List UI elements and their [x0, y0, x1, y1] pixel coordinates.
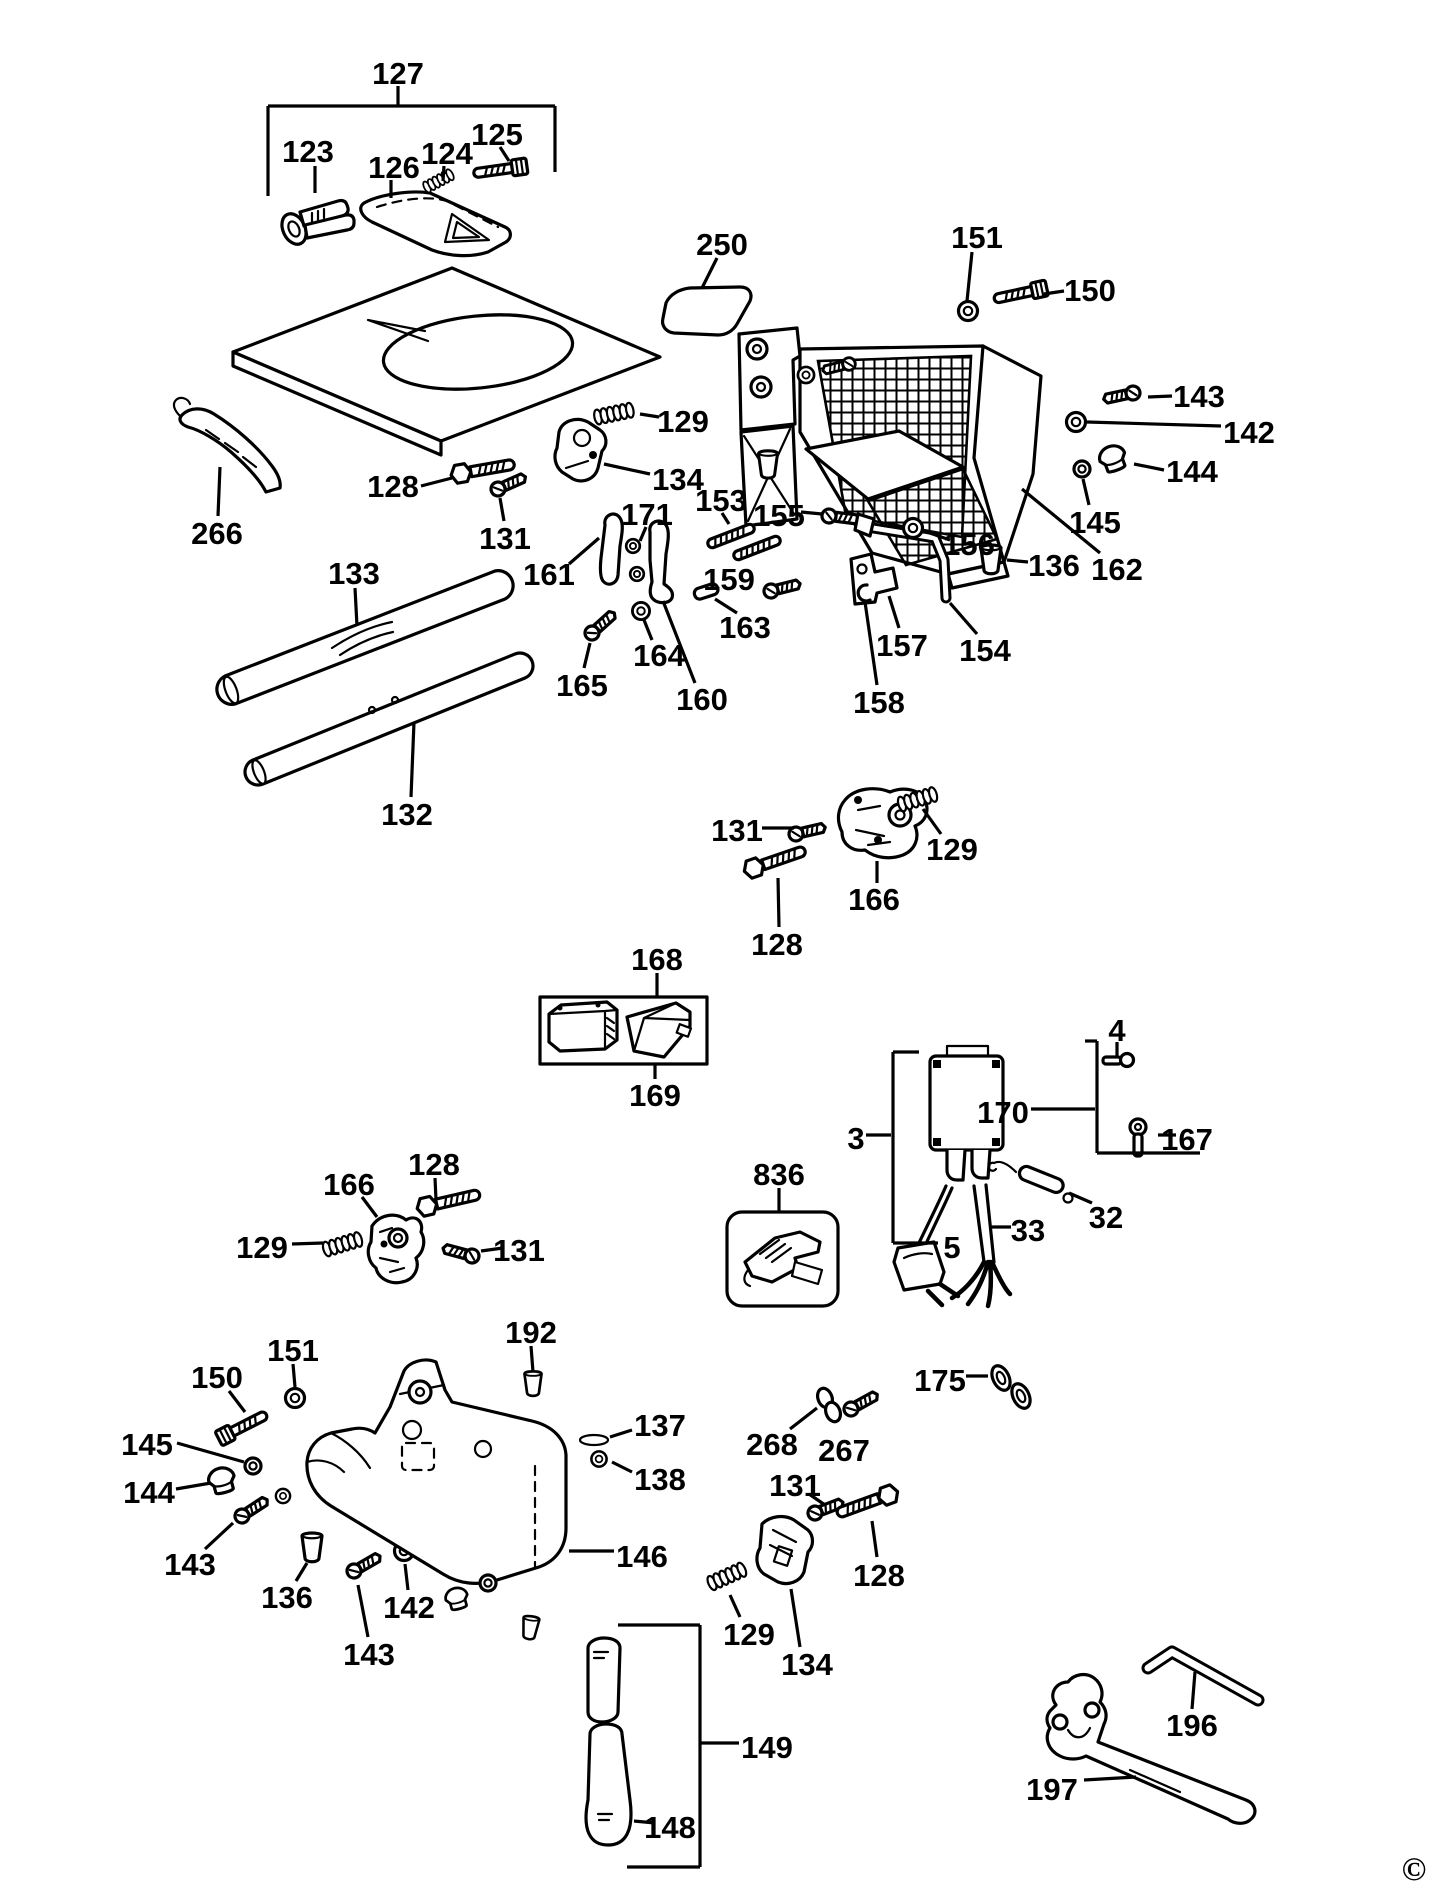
lever-160 [650, 521, 673, 603]
leader-line-129 [730, 1595, 740, 1617]
hex-key-196 [1148, 1652, 1258, 1700]
part-label-154: 154 [959, 632, 1011, 668]
copyright-mark: © [1401, 1852, 1427, 1888]
spring-pin-129 [593, 402, 635, 425]
leader-line-266 [218, 467, 220, 516]
part-label-131: 131 [711, 812, 763, 848]
part-label-250: 250 [696, 226, 748, 262]
leader-line-157 [889, 596, 899, 628]
screw-165 [582, 608, 619, 643]
part-label-138: 138 [634, 1461, 686, 1497]
part-label-267: 267 [818, 1432, 870, 1468]
screw-131 [788, 820, 827, 842]
spring-124 [422, 168, 456, 194]
grip-148 [586, 1724, 631, 1845]
part-label-149: 149 [741, 1729, 793, 1765]
spring-pin-129 [321, 1231, 363, 1257]
washer-145 [245, 1458, 261, 1474]
part-label-169: 169 [629, 1077, 681, 1113]
leader-line-134 [604, 464, 650, 474]
part-label-160: 160 [676, 681, 728, 717]
part-label-134: 134 [781, 1646, 833, 1682]
screw-267 [841, 1388, 880, 1418]
brush-kit-box-836 [727, 1212, 838, 1306]
part-label-151: 151 [951, 219, 1003, 255]
washer-171a [626, 539, 640, 553]
clips-175 [988, 1363, 1033, 1411]
part-label-137: 137 [634, 1407, 686, 1443]
part-label-129: 129 [236, 1229, 288, 1265]
part-label-153: 153 [695, 482, 747, 518]
part-label-168: 168 [631, 941, 683, 977]
screw-150 [215, 1407, 270, 1446]
leader-line-144 [176, 1483, 211, 1489]
part-label-266: 266 [191, 515, 243, 551]
leader-line-144 [1134, 464, 1164, 470]
leader-line-142 [405, 1564, 408, 1590]
leader-line-136 [1007, 560, 1028, 562]
screw-143 [1102, 385, 1141, 406]
part-label-148: 148 [644, 1809, 696, 1845]
part-label-131: 131 [493, 1232, 545, 1268]
leader-line-250 [702, 258, 717, 288]
part-label-150: 150 [191, 1359, 243, 1395]
part-label-144: 144 [1166, 453, 1218, 489]
part-label-4: 4 [1108, 1012, 1126, 1048]
grip-upper [588, 1638, 620, 1722]
leader-line-143 [205, 1523, 233, 1549]
pivot-bracket-134 [555, 419, 606, 481]
leader-line-142 [1087, 422, 1221, 426]
part-label-136: 136 [261, 1579, 313, 1615]
part-label-126: 126 [368, 149, 420, 185]
washer-small [480, 1575, 496, 1591]
part-label-197: 197 [1026, 1771, 1078, 1807]
part-label-143: 143 [343, 1636, 395, 1672]
leader-line-165 [584, 643, 590, 668]
part-label-128: 128 [751, 926, 803, 962]
part-label-129: 129 [657, 403, 709, 439]
part-label-158: 158 [853, 684, 905, 720]
part-label-170: 170 [977, 1094, 1029, 1130]
leader-line-128 [421, 478, 452, 486]
part-label-143: 143 [1173, 378, 1225, 414]
part-label-129: 129 [926, 831, 978, 867]
screw-131 [441, 1241, 480, 1264]
part-label-32: 32 [1088, 1199, 1124, 1235]
part-label-836: 836 [753, 1156, 805, 1192]
nut-156 [904, 519, 923, 538]
part-label-165: 165 [556, 667, 608, 703]
leader-line-138 [612, 1462, 632, 1472]
part-label-128: 128 [408, 1146, 460, 1182]
part-label-145: 145 [1069, 504, 1121, 540]
part-label-145: 145 [121, 1426, 173, 1462]
leader-line-143 [358, 1585, 368, 1637]
leader-line-131 [500, 498, 504, 521]
part-label-132: 132 [381, 796, 433, 832]
cap-small [521, 1615, 540, 1640]
screw-125 [473, 158, 528, 181]
leader-line-136 [296, 1563, 307, 1581]
leader-line-154 [950, 603, 977, 634]
switch-kit-box-168 [540, 997, 707, 1064]
capacitor-32 [989, 1162, 1073, 1202]
part-label-159: 159 [703, 561, 755, 597]
screw-167 [1130, 1119, 1146, 1156]
part-label-196: 196 [1166, 1707, 1218, 1743]
screw-150 [993, 280, 1049, 307]
nut-151 [286, 1389, 305, 1408]
part-label-127: 127 [372, 55, 424, 91]
switch-module [549, 1002, 617, 1051]
leader-line-128 [778, 878, 779, 927]
part-label-150: 150 [1064, 272, 1116, 308]
part-label-133: 133 [328, 555, 380, 591]
clamp-lever-266 [174, 398, 280, 492]
leader-line-133 [355, 588, 357, 626]
leader-line-197 [1084, 1777, 1136, 1780]
leader-line-128 [872, 1521, 877, 1557]
leader-line-129 [923, 809, 941, 834]
part-label-142: 142 [383, 1589, 435, 1625]
part-label-131: 131 [479, 520, 531, 556]
part-label-128: 128 [853, 1557, 905, 1593]
part-label-192: 192 [505, 1314, 557, 1350]
screw-131 [489, 470, 528, 498]
leader-line-137 [610, 1430, 632, 1437]
nut-164 [632, 602, 649, 619]
part-label-136: 136 [1028, 547, 1080, 583]
part-label-163: 163 [719, 609, 771, 645]
knob-144 [206, 1465, 238, 1496]
pivot-bracket-134-lower [757, 1517, 813, 1584]
guard-bracket-166-left [368, 1215, 423, 1283]
leader-line-196 [1192, 1672, 1195, 1709]
leader-line-145 [1083, 479, 1089, 505]
leader-line-151 [967, 252, 972, 301]
part-label-5: 5 [943, 1229, 961, 1265]
lock-lever-126 [361, 192, 511, 256]
leader-line-132 [411, 722, 414, 797]
nut-138 [591, 1451, 606, 1466]
part-label-166: 166 [323, 1166, 375, 1202]
part-label-146: 146 [616, 1538, 668, 1574]
part-label-124: 124 [421, 135, 473, 171]
part-label-268: 268 [746, 1426, 798, 1462]
nut-142 [1067, 413, 1086, 432]
o-ring-137 [580, 1435, 608, 1445]
part-label-134: 134 [652, 461, 704, 497]
part-label-3: 3 [847, 1120, 865, 1156]
part-label-142: 142 [1223, 414, 1275, 450]
washer-171b [630, 567, 644, 581]
knob-144 [1096, 442, 1129, 474]
leader-line-192 [531, 1346, 533, 1372]
screw-143 [232, 1494, 271, 1526]
cable-33 [952, 1185, 1010, 1306]
bolt-128 [415, 1185, 481, 1217]
nut-small [276, 1489, 290, 1503]
lock-pin-123 [277, 201, 354, 249]
part-label-125: 125 [471, 116, 523, 152]
part-label-167: 167 [1161, 1121, 1213, 1157]
knob-small [443, 1585, 470, 1611]
part-label-129: 129 [723, 1616, 775, 1652]
part-label-155: 155 [753, 497, 805, 533]
part-label-156: 156 [943, 526, 995, 562]
leader-line-129 [292, 1243, 323, 1244]
spring-pin-129 [706, 1561, 748, 1591]
part-label-131: 131 [769, 1467, 821, 1503]
cap-136 [302, 1533, 322, 1562]
part-label-175: 175 [914, 1362, 966, 1398]
part-label-164: 164 [633, 637, 685, 673]
cap-192 [525, 1371, 542, 1395]
clip-268 [815, 1386, 843, 1424]
part-label-123: 123 [282, 133, 334, 169]
part-label-143: 143 [164, 1546, 216, 1582]
part-label-128: 128 [367, 468, 419, 504]
lever-161 [600, 514, 622, 584]
part-label-166: 166 [848, 881, 900, 917]
screw-159 [763, 577, 802, 600]
part-label-171: 171 [621, 496, 673, 532]
leader-line-134 [791, 1589, 800, 1647]
washer-145 [1074, 461, 1090, 477]
housing-cap [759, 451, 778, 478]
table-insert-250 [663, 287, 751, 335]
housing-nut [798, 367, 814, 383]
switch-lever-169 [627, 1003, 691, 1057]
part-label-161: 161 [523, 556, 575, 592]
part-label-33: 33 [1010, 1212, 1046, 1248]
part-label-144: 144 [123, 1474, 175, 1510]
leader-line-145 [177, 1443, 244, 1462]
screw-143 [344, 1550, 383, 1581]
part-label-151: 151 [267, 1332, 319, 1368]
leader-line-143 [1148, 396, 1172, 397]
nut-151 [959, 302, 978, 321]
part-label-162: 162 [1091, 551, 1143, 587]
pin-spanner-197 [1047, 1675, 1255, 1824]
part-label-157: 157 [876, 627, 928, 663]
